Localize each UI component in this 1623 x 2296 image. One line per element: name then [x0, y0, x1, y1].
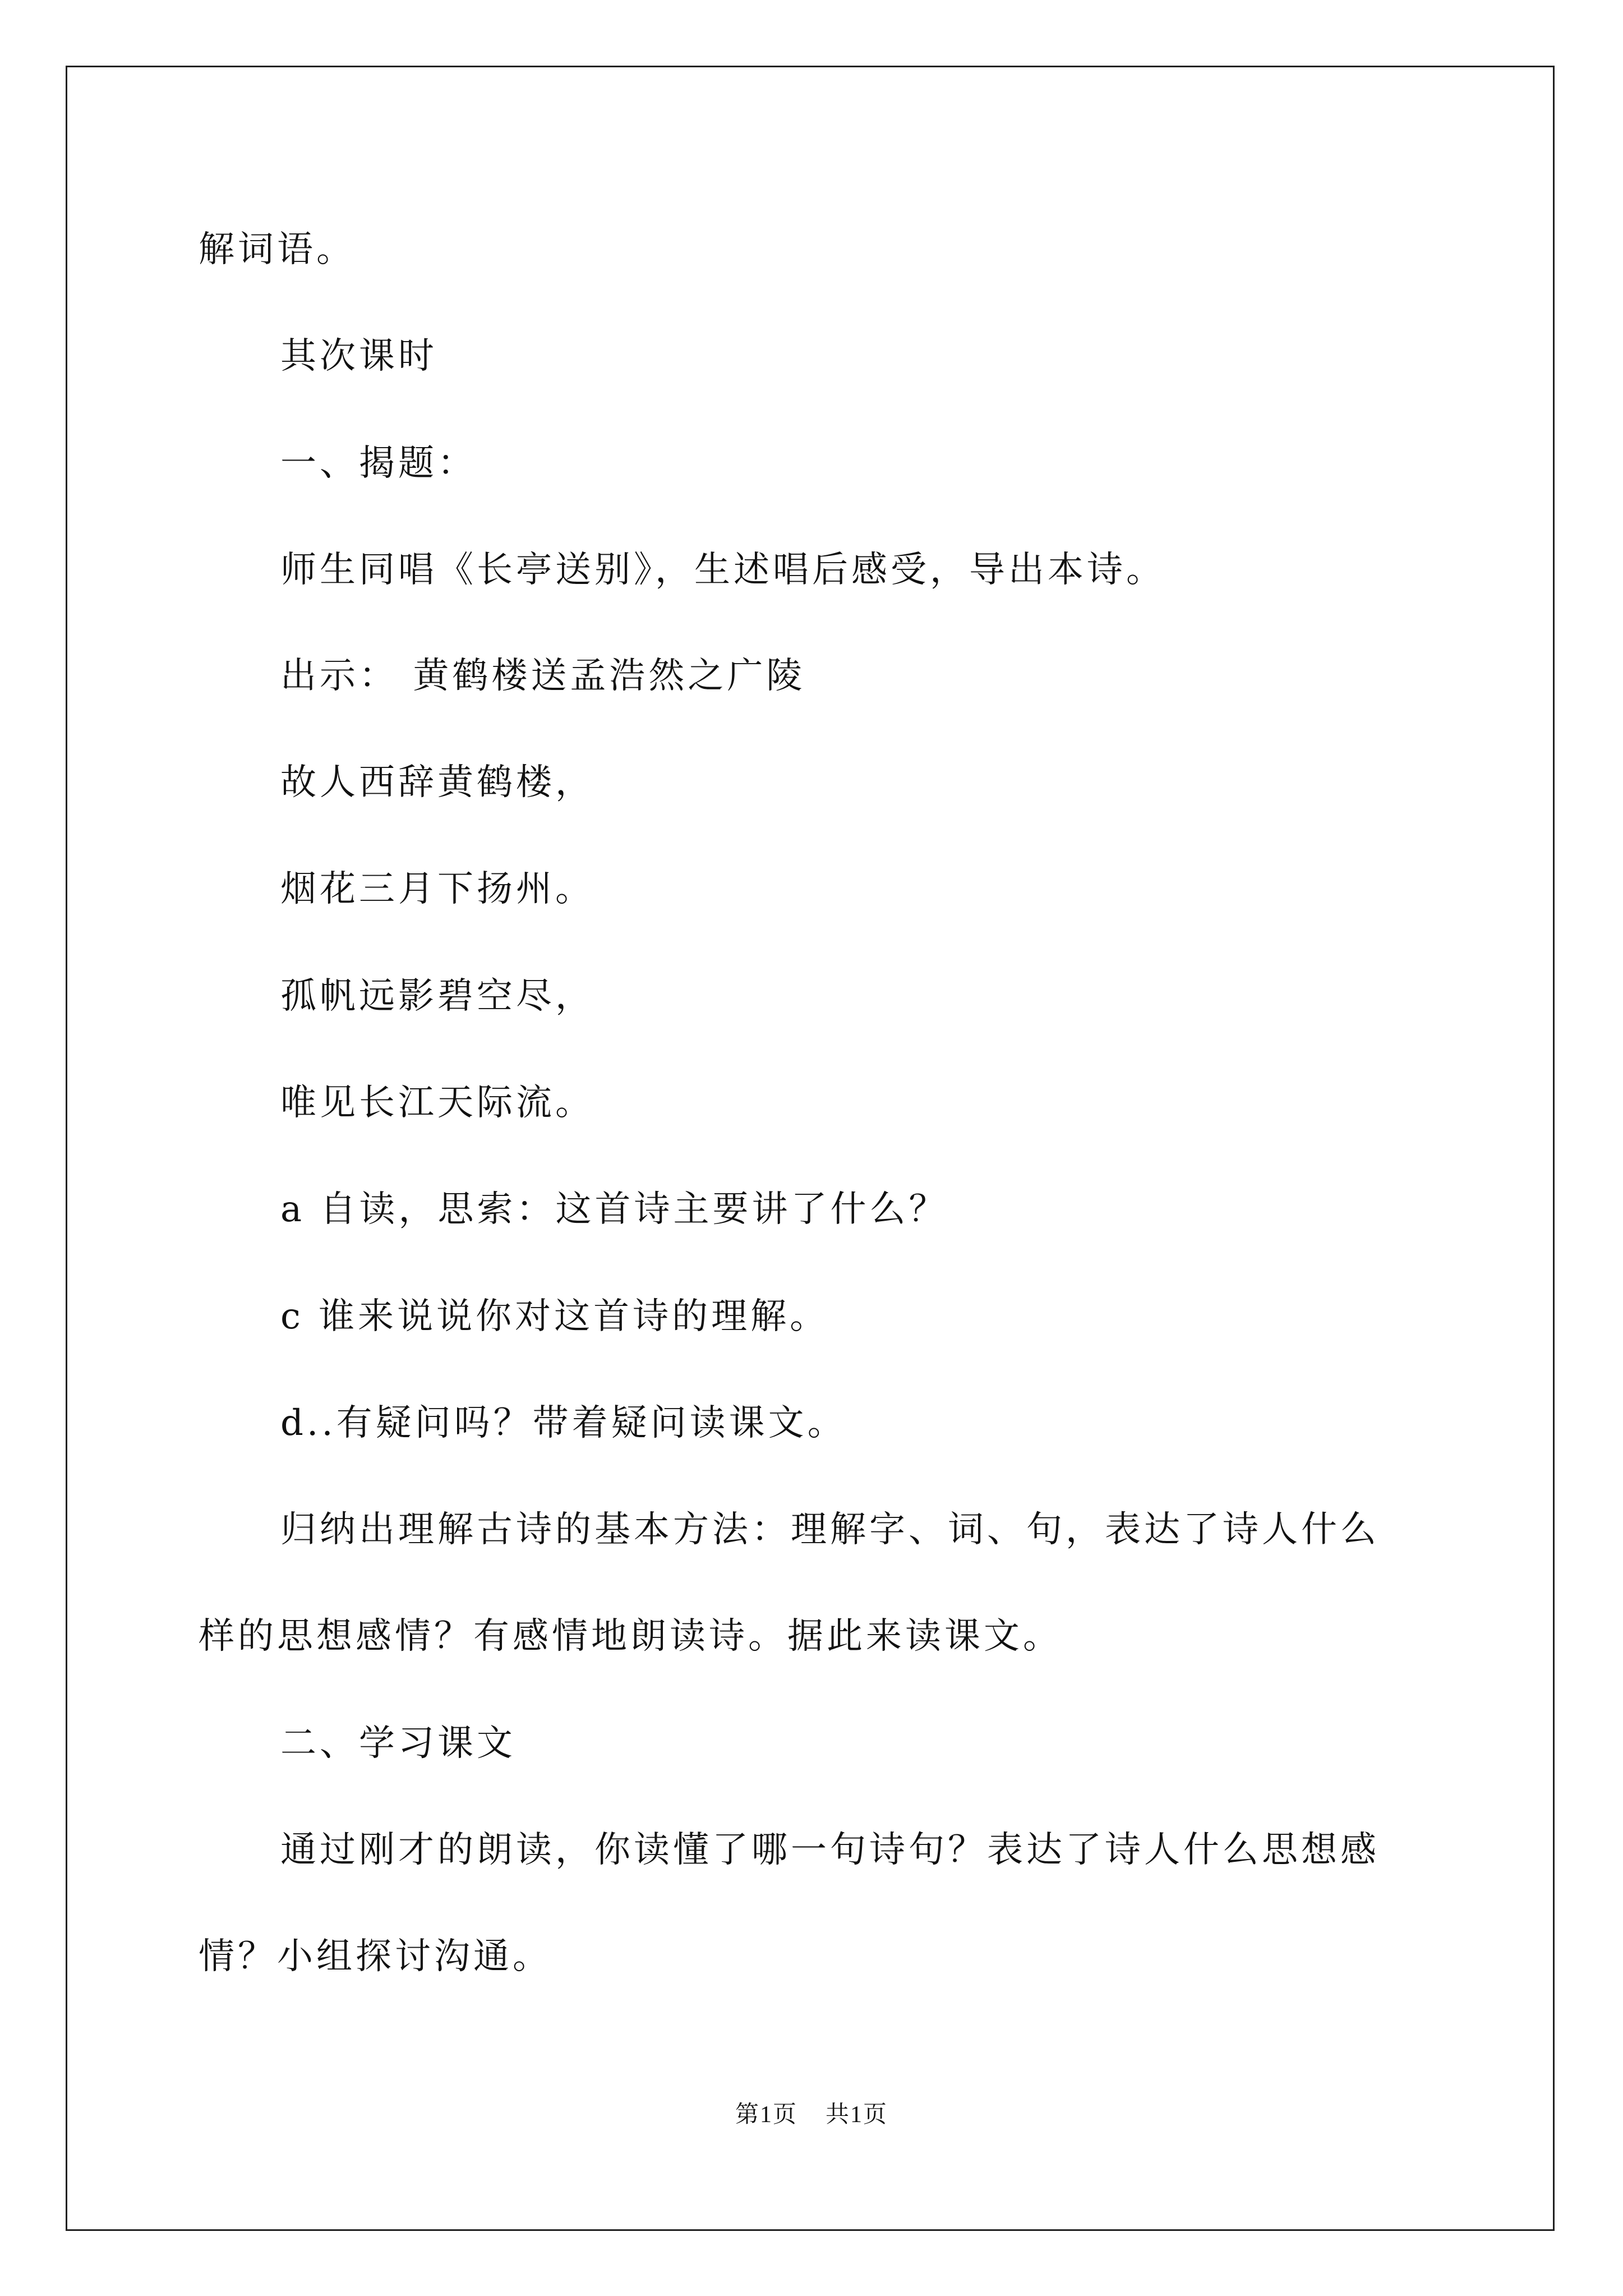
page-number: 第1页	[735, 2102, 797, 2128]
text-line: d..有疑问吗？带着疑问读课文。	[280, 1402, 847, 1444]
text-line: 情？小组探讨沟通。	[199, 1936, 552, 1977]
text-line: 样的思想感情？有感情地朗读诗。据此来读课文。	[199, 1616, 1062, 1657]
text-line: 通过刚才的朗读，你读懂了哪一句诗句？表达了诗人什么思想感	[280, 1829, 1380, 1871]
section-heading: 二、学习课文	[280, 1723, 516, 1764]
page-border	[66, 66, 1555, 2231]
page-footer	[0, 2099, 1623, 2131]
poem-line: 烟花三月下扬州。	[280, 868, 594, 910]
poem-line: 孤帆远影碧空尽，	[280, 976, 594, 1017]
section-heading: 一、揭题：	[280, 443, 477, 484]
text-line: 解词语。	[199, 229, 356, 270]
text-line: 师生同唱《长亭送别》，生述唱后感受，导出本诗。	[280, 549, 1165, 591]
poem-title-line: 出示： 黄鹤楼送孟浩然之广陵	[280, 655, 806, 697]
poem-line: 故人西辞黄鹤楼，	[280, 762, 594, 803]
poem-line: 唯见长江天际流。	[280, 1082, 594, 1124]
text-line: c 谁来说说你对这首诗的理解。	[280, 1296, 829, 1337]
text-line: a 自读，思索：这首诗主要讲了什么？	[280, 1189, 948, 1230]
page-total: 共1页	[826, 2102, 888, 2128]
section-heading: 其次课时	[280, 335, 437, 377]
text-line: 归纳出理解古诗的基本方法：理解字、词、句，表达了诗人什么	[280, 1509, 1380, 1550]
